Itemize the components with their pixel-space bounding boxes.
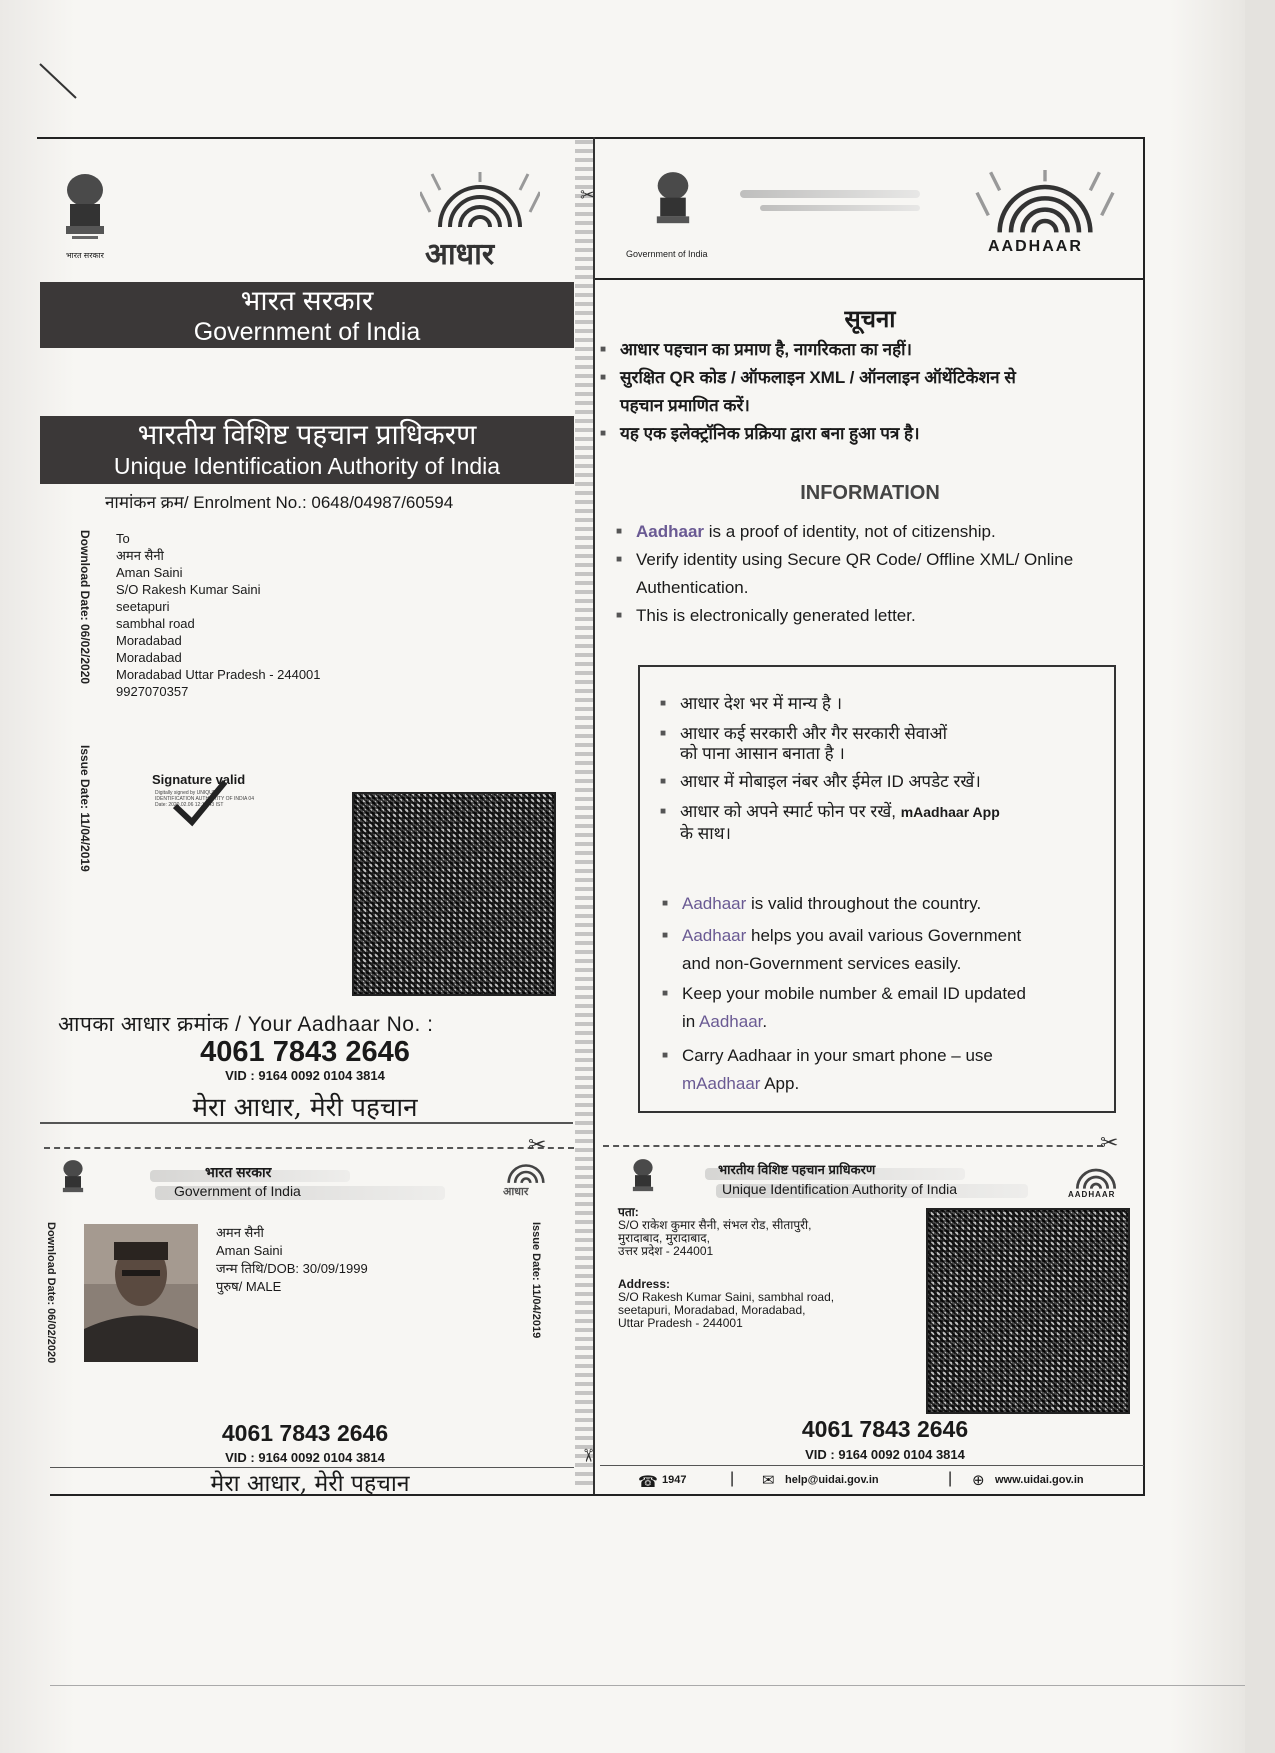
aadhaar-keyword: Aadhaar — [682, 926, 747, 945]
card-uidai-english: Unique Identification Authority of India — [722, 1181, 958, 1197]
phone-icon: ☎ — [638, 1474, 658, 1491]
bottom-faint-line — [50, 1685, 1245, 1686]
card-address-hindi — [618, 1206, 811, 1258]
tagline: मेरा आधार, मेरी पहचान — [192, 1093, 418, 1123]
card-details — [216, 1224, 368, 1296]
right-header-divider — [594, 278, 1145, 280]
separator: | — [730, 1470, 735, 1487]
govt-hindi-title: भारत सरकार — [240, 285, 374, 316]
card-back-vid: VID : 9164 0092 0104 3814 — [805, 1447, 965, 1462]
address-line: अमन सैनी — [116, 548, 164, 563]
your-aadhaar-label: आपका आधार क्रमांक / Your Aadhaar No. : — [58, 1013, 434, 1036]
scissors-icon: ✂ — [1100, 1130, 1119, 1155]
address-line: S/O Rakesh Kumar Saini — [116, 582, 261, 597]
suchna-title: सूचना — [844, 306, 896, 333]
box-english-point: ■ Keep your mobile number & email ID updated — [682, 980, 1026, 1008]
aadhaar-logo-icon — [975, 170, 1115, 238]
support-email: help@uidai.gov.in — [785, 1474, 879, 1486]
address-line-hindi: उत्तर प्रदेश - 244001 — [618, 1244, 714, 1258]
info-point: ■ Verify identity using Secure QR Code/ Offline XML/ Online — [636, 546, 1073, 574]
govt-banner — [40, 282, 574, 348]
signature-label: Signature valid — [152, 772, 246, 787]
scissors-icon: ✂ — [528, 1132, 547, 1157]
govt-english-title: Government of India — [193, 318, 421, 346]
box-english-text: is valid throughout the country. — [746, 894, 982, 913]
right-border — [1143, 137, 1145, 1494]
card-govt-hindi: भारत सरकार — [205, 1164, 272, 1180]
scissors-icon: ✂ — [578, 1447, 599, 1464]
address-line: Aman Saini — [116, 565, 183, 580]
card-gender: पुरुष/ MALE — [216, 1279, 282, 1294]
uidai-banner — [40, 416, 574, 484]
box-english-text: App. — [760, 1074, 800, 1093]
card-logo-text: आधार — [503, 1186, 529, 1198]
info-point: ■ This is electronically generated letter. — [636, 602, 916, 630]
qr-code — [352, 792, 556, 996]
uidai-english-title: Unique Identification Authority of India — [113, 453, 501, 479]
card-back-logo-text: AADHAAR — [1068, 1190, 1116, 1199]
mAadhaar-keyword: mAadhaar — [682, 1074, 761, 1093]
card-download-date: Download Date: 06/02/2020 — [45, 1222, 57, 1364]
hindi-point: ■ यह एक इलेक्ट्रॉनिक प्रक्रिया द्वारा बना हुआ पत्र है। — [620, 420, 920, 448]
box-english-text: in — [682, 1012, 700, 1031]
card-back-divider — [600, 1465, 1144, 1466]
card-tagline: मेरा आधार, मेरी पहचान — [210, 1471, 410, 1497]
enrolment-number: नामांकन क्रम/ Enrolment No.: 0648/04987/60594 — [105, 493, 454, 512]
box-english-cont — [682, 1070, 799, 1098]
address-line: 9927070357 — [116, 684, 189, 699]
card-govt-english: Government of India — [174, 1183, 301, 1199]
national-emblem-icon — [58, 170, 112, 260]
aadhaar-logo-text: आधार — [425, 238, 495, 271]
card-dob: जन्म तिथि/DOB: 30/09/1999 — [216, 1261, 368, 1276]
card-name: Aman Saini — [216, 1243, 283, 1258]
card-uidai-hindi: भारतीय विशिष्ट पहचान प्राधिकरण — [718, 1162, 876, 1177]
aadhaar-logo-text: AADHAAR — [988, 238, 1083, 255]
box-hindi-cont: को पाना आसान बनाता है । — [680, 744, 845, 763]
recipient-address — [116, 530, 321, 700]
box-english-point — [682, 890, 981, 918]
address-line-english: Uttar Pradesh - 244001 — [618, 1316, 743, 1330]
card-qr-code — [926, 1208, 1130, 1414]
address-line-hindi: मुरादाबाद, मुरादाबाद, — [618, 1231, 711, 1245]
hindi-point: ■ आधार पहचान का प्रमाण है, नागरिकता का नहीं। — [620, 336, 912, 364]
card-issue-date: Issue Date: 11/04/2019 — [530, 1222, 542, 1339]
address-line: Moradabad Uttar Pradesh - 244001 — [116, 667, 321, 682]
national-emblem-icon — [650, 168, 696, 246]
vid-number: VID : 9164 0092 0104 3814 — [225, 1068, 385, 1083]
card-back-aadhaar-number: 4061 7843 2646 — [801, 1416, 969, 1442]
box-hindi-point: ■ आधार कई सरकारी और गैर सरकारी सेवाओं — [680, 720, 947, 748]
info-text: is a proof of identity, not of citizenship. — [704, 522, 996, 541]
cut-line — [603, 1145, 1103, 1147]
info-point-cont: Authentication. — [636, 578, 749, 597]
aadhaar-logo-icon — [500, 1158, 552, 1186]
national-emblem-icon — [628, 1157, 658, 1205]
box-english-cont: and non-Government services easily. — [682, 954, 962, 973]
gov-caption: Government of India — [626, 249, 708, 259]
fold-cut-strip — [575, 140, 596, 1490]
address-line: sambhal road — [116, 616, 195, 631]
aadhaar-keyword: Aadhaar — [682, 894, 747, 913]
address-line: To — [116, 531, 130, 546]
aadhaar-logo-icon — [1068, 1162, 1124, 1192]
check-mark-icon — [170, 778, 230, 828]
address-line-english: S/O Rakesh Kumar Saini, sambhal road, — [618, 1290, 835, 1304]
gray-stripe — [740, 190, 920, 198]
hindi-point: ■ सुरक्षित QR कोड / ऑफलाइन XML / ऑनलाइन ऑथेंटिकेशन से — [620, 364, 1016, 392]
uidai-hindi-title: भारतीय विशिष्ट पहचान प्राधिकरण — [137, 419, 477, 450]
globe-icon: ⊕ — [972, 1472, 985, 1489]
aadhaar-logo-icon — [420, 172, 540, 232]
center-divider — [593, 137, 595, 1494]
separator: | — [948, 1470, 953, 1487]
box-english-cont: in Aadhaar. — [682, 1012, 768, 1031]
email-icon: ✉ — [762, 1472, 775, 1489]
card-vid: VID : 9164 0092 0104 3814 — [225, 1450, 385, 1465]
box-hindi-text: आधार को अपने स्मार्ट फोन पर रखें, — [680, 802, 896, 821]
helpline-number: 1947 — [662, 1474, 687, 1486]
box-hindi-point: ■ आधार में मोबाइल नंबर और ईमेल ID अपडेट रखें। — [680, 768, 981, 796]
paper-edge — [1245, 0, 1275, 1753]
cut-line — [44, 1147, 574, 1149]
address-line: Moradabad — [116, 650, 182, 665]
address-line: Moradabad — [116, 633, 182, 648]
download-date: Download Date: 06/02/2020 — [78, 530, 92, 685]
pen-mark — [38, 62, 78, 102]
card-aadhaar-number: 4061 7843 2646 — [221, 1420, 389, 1446]
info-title: INFORMATION — [800, 482, 940, 504]
card-address-english — [618, 1278, 834, 1330]
emblem-caption: भारत सरकार — [66, 251, 104, 260]
info-point — [636, 518, 996, 546]
aadhaar-keyword: Aadhaar — [636, 522, 705, 541]
card-name-hindi: अमन सैनी — [216, 1225, 264, 1240]
box-english-text: helps you avail various Government — [746, 926, 1022, 945]
address-line-english: seetapuri, Moradabad, Moradabad, — [618, 1303, 806, 1317]
top-border — [37, 137, 1145, 139]
website: www.uidai.gov.in — [995, 1474, 1084, 1486]
gray-stripe — [760, 205, 920, 211]
scissors-icon: ✂ — [580, 185, 596, 205]
address-label-english: Address: — [618, 1277, 671, 1291]
aadhaar-keyword: Aadhaar — [699, 1012, 763, 1031]
box-hindi-cont: के साथ। — [680, 824, 731, 843]
address-line: seetapuri — [116, 599, 170, 614]
address-line-hindi: S/O राकेश कुमार सैनी, संभल रोड, सीतापुरी, — [618, 1218, 812, 1232]
photo — [84, 1224, 198, 1362]
mAadhaar-app-text: mAadhaar App — [900, 804, 1000, 820]
issue-date: Issue Date: 11/04/2019 — [78, 745, 92, 872]
signature-details: Digitally signed by UNIQUE IDENTIFICATION AUTHORITY OF INDIA 04 Date: 2020.02.06 12:12:43 IST — [155, 790, 254, 808]
box-hindi-point: ■ आधार देश भर में मान्य है । — [680, 690, 842, 718]
hindi-point-cont: पहचान प्रमाणित करें। — [620, 396, 750, 415]
aadhaar-number: 4061 7843 2646 — [200, 1036, 410, 1068]
box-english-point — [682, 922, 1021, 950]
national-emblem-icon — [58, 1158, 88, 1206]
address-label-hindi: पता: — [618, 1205, 639, 1219]
box-english-point: ■ Carry Aadhaar in your smart phone – use — [682, 1042, 993, 1070]
